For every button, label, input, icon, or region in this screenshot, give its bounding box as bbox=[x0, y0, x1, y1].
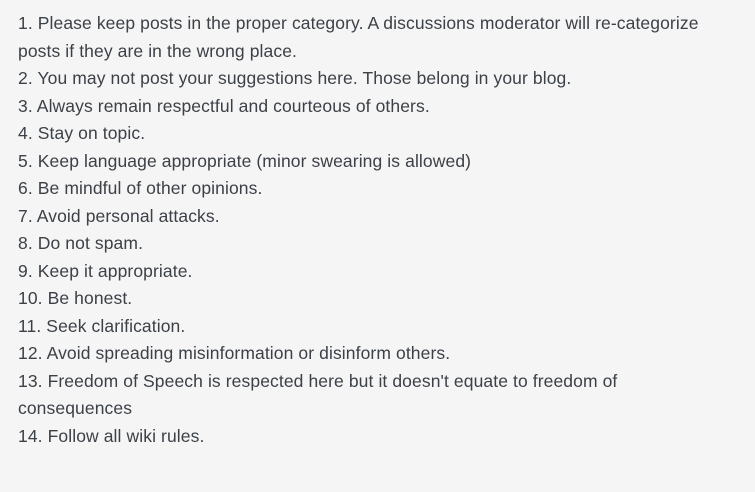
rule-line: 10. Be honest. bbox=[18, 288, 133, 308]
rule-line: 9. Keep it appropriate. bbox=[18, 260, 193, 281]
rule-line: 13. Freedom of Speech is respected here but it doesn't equate to freedom of consequences bbox=[18, 370, 623, 418]
rule-line: 7. Avoid personal attacks. bbox=[18, 205, 220, 226]
rule-line: 2. You may not post your suggestions here. Those belong in your blog. bbox=[18, 68, 572, 88]
rule-line: 3. Always remain respectful and courteous of others. bbox=[18, 95, 430, 116]
rule-line: 4. Stay on topic. bbox=[18, 123, 146, 143]
rule-line: posts if they are in the wrong place. bbox=[18, 40, 297, 61]
rule-line: 14. Follow all wiki rules. bbox=[18, 425, 205, 446]
rule-line: 5. Keep language appropriate (minor swearing is allowed) bbox=[18, 150, 472, 171]
rule-line: 11. Seek clarification. bbox=[18, 315, 186, 336]
rule-line: 6. Be mindful of other opinions. bbox=[18, 178, 263, 198]
rule-line: 12. Avoid spreading misinformation or disinform others. bbox=[18, 343, 451, 363]
rule-line: 8. Do not spam. bbox=[18, 233, 144, 253]
rule-line: 1. Please keep posts in the proper category. A discussions moderator will re-categorize bbox=[18, 13, 699, 33]
